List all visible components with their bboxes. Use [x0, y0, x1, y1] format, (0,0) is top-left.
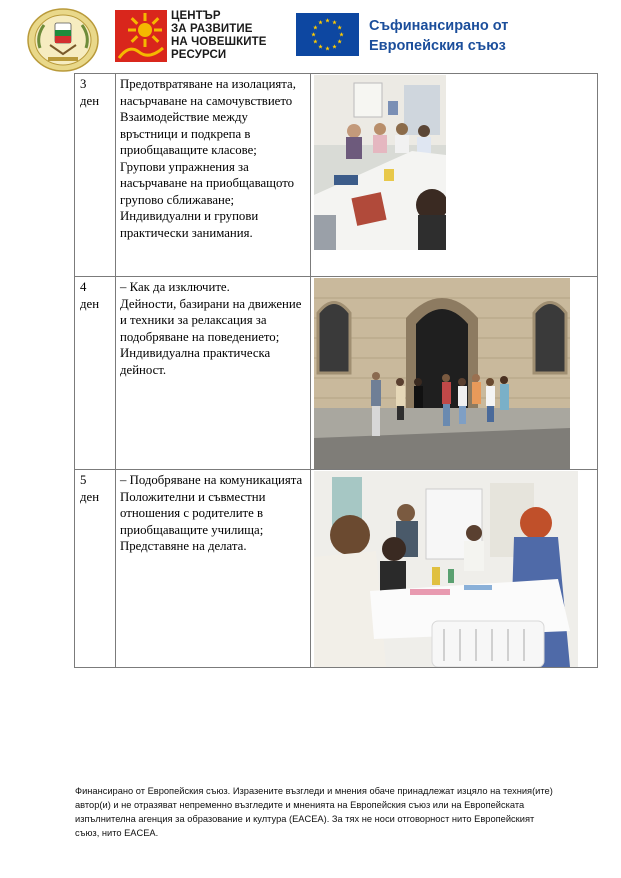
hrc-name-line: ЦЕНТЪР — [171, 10, 221, 22]
day-word: ден — [80, 489, 100, 504]
day-cell — [75, 470, 116, 668]
table-row — [75, 277, 598, 470]
day-number: 4 — [80, 280, 87, 294]
eu-label-line: Европейския съюз — [369, 38, 506, 54]
activity-line: – Как да изключите. — [120, 280, 230, 294]
hrc-name — [171, 10, 291, 62]
activity-line: Индивидуални и групови практически занимания. — [120, 209, 259, 240]
activity-line: Взаимодействие между връстници и подкрепа в приобщаващите класове; — [120, 110, 257, 157]
hrc-name-line: РЕСУРСИ — [171, 49, 227, 61]
outdoor-group-photo — [314, 278, 570, 469]
activity-line: Предотвратяване на изолацията, насърчаване на самочувствието — [120, 77, 296, 108]
day-word: ден — [80, 296, 100, 311]
funding-disclaimer: Финансирано от Европейския съюз. Изразените възгледи и мнения обаче принадлежат изцяло на техния(ите) автор(и) и не отразяват непременно възгледите и мненията на Европейския съюз или на Европейската изпълнителна агенция за образование и култура (EACEA). За тях не носи отговорност нито Европейският съюз, нито EACEA. — [75, 786, 553, 838]
photo-cell — [311, 277, 598, 470]
day-word: ден — [80, 93, 100, 108]
eu-cofunded-label — [369, 16, 569, 56]
day-number: 5 — [80, 473, 87, 487]
day-cell — [75, 74, 116, 277]
table-row — [75, 74, 598, 277]
activity-description — [116, 74, 311, 277]
photo-cell — [311, 470, 598, 668]
activity-line: Групови упражнения за насърчаване на приобщаващото групово сближаване; — [120, 159, 295, 207]
activity-line: – Подобряване на комуникацията — [120, 473, 303, 487]
day-cell — [75, 277, 116, 470]
activity-line: Положителни и съвместни отношения с родителите в приобщаващите училища; — [120, 489, 266, 537]
program-table — [74, 73, 598, 668]
classroom-group-photo — [314, 75, 446, 250]
table-row — [75, 470, 598, 668]
day-number: 3 — [80, 77, 87, 91]
activity-line: Представяне на делата. — [120, 539, 247, 553]
page-header — [0, 0, 621, 72]
eu-flag-icon — [296, 13, 359, 56]
photo-cell — [311, 74, 598, 277]
hrc-sun-logo — [115, 10, 167, 62]
hrc-name-line: ЗА РАЗВИТИЕ — [171, 23, 253, 35]
activity-description — [116, 470, 311, 668]
activity-line: Индивидуална практическа дейност. — [120, 346, 271, 377]
activity-line: Дейности, базирани на движение и техники за релаксация за подобряване на поведението; — [120, 296, 302, 344]
hrc-name-line: НА ЧОВЕШКИТЕ — [171, 36, 267, 48]
workshop-table-photo — [314, 471, 578, 667]
activity-description — [116, 277, 311, 470]
school-seal-logo — [26, 8, 100, 72]
eu-label-line: Съфинансирано от — [369, 18, 509, 34]
